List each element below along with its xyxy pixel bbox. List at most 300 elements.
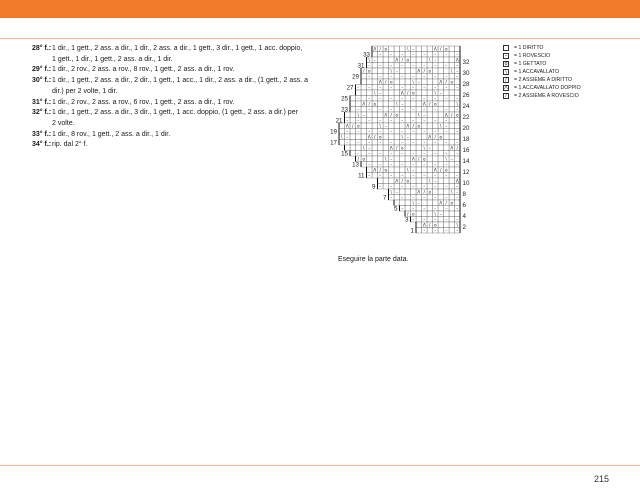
chart-cell: [405, 173, 411, 179]
legend-label: = 1 GETTATO: [514, 61, 547, 67]
chart-cell: [372, 129, 378, 135]
odd-row-number: 15: [341, 150, 348, 158]
chart-cell: [427, 156, 433, 162]
chart-symbol: /: [379, 167, 381, 173]
odd-row-number: 25: [341, 95, 348, 103]
chart-symbol: –: [390, 172, 393, 178]
chart-symbol: –: [401, 73, 404, 79]
legend-item: [503, 44, 581, 52]
chart-symbol: –: [368, 128, 371, 134]
chart-cell: [372, 123, 378, 129]
circle-square-icon: o: [504, 61, 508, 67]
chart-symbol: /: [440, 46, 442, 52]
chart-symbol: –: [357, 84, 360, 90]
chart-symbol: Λ: [362, 101, 366, 107]
even-row-number: 10: [462, 180, 470, 187]
orange-header-bar: [0, 0, 640, 18]
chart-symbol: –: [412, 62, 415, 68]
chart-symbol: –: [346, 128, 349, 134]
even-row-number: 14: [462, 158, 470, 165]
chart-symbol: –: [456, 117, 459, 123]
chart-symbol: \: [434, 211, 436, 217]
chart-cell: [438, 63, 444, 69]
chart-symbol: –: [456, 128, 459, 134]
chart-symbol: –: [395, 189, 398, 195]
even-row-number: 12: [462, 169, 470, 176]
chart-symbol: –: [439, 90, 442, 96]
chart-cell: [438, 189, 444, 195]
chart-cell: [427, 79, 433, 85]
chart-cell: [394, 46, 400, 52]
chart-symbol: \: [401, 134, 403, 140]
chart-cell: [372, 85, 378, 91]
chart-cell: [416, 206, 422, 212]
chart-symbol: Λ: [395, 57, 399, 63]
chart-cell: [405, 151, 411, 157]
chart-cell: [383, 90, 389, 96]
chart-symbol: –: [456, 150, 459, 156]
slash-square-icon: /: [503, 77, 509, 83]
chart-symbol: –: [450, 156, 453, 162]
chart-cell: [405, 118, 411, 124]
chart-symbol: –: [456, 205, 459, 211]
chart-symbol: –: [456, 95, 459, 101]
chart-cell: [416, 118, 422, 124]
chart-cell: [438, 74, 444, 80]
chart-symbol: –: [412, 183, 415, 189]
chart-symbol: –: [456, 172, 459, 178]
chart-symbol: –: [445, 205, 448, 211]
chart-cell: [449, 52, 455, 58]
chart-symbol: /: [390, 112, 392, 118]
chart-cell: [372, 68, 378, 74]
chart-symbol: Λ: [422, 101, 426, 107]
chart-cell: [438, 118, 444, 124]
chart-symbol: \: [363, 145, 365, 151]
odd-row-number: 3: [405, 216, 409, 224]
odd-row-number: 17: [330, 139, 337, 147]
chart-symbol: \: [407, 167, 409, 173]
chart-symbol: –: [368, 172, 371, 178]
chart-cell: [350, 129, 356, 135]
chart-symbol: –: [456, 161, 459, 167]
chart-symbol: –: [423, 216, 426, 222]
row-text: 1 dir., 1 gett., 2 ass. a dir., 1 dir., 2 ass. a dir., 1 gett., 3 dir., 1 gett., 1 acc. doppio,: [52, 45, 303, 52]
chart-symbol: –: [390, 150, 393, 156]
chart-symbol: –: [401, 51, 404, 57]
chart-symbol: –: [434, 62, 437, 68]
chart-cell: [438, 156, 444, 162]
chart-symbol: –: [456, 194, 459, 200]
chart-cell: [361, 107, 367, 113]
chart-cell: [383, 101, 389, 107]
chart-symbol: Λ: [439, 200, 443, 206]
chart-cell: [350, 101, 356, 107]
chart-cell: [405, 189, 411, 195]
chart-symbol: \: [445, 156, 447, 162]
chart-symbol: /: [456, 145, 458, 151]
chart-symbol: o: [428, 189, 432, 195]
chart-cell: [449, 85, 455, 91]
chart-cell: [416, 107, 422, 113]
chart-symbol: –: [456, 84, 459, 90]
chart-cell: [405, 140, 411, 146]
chart-symbol: –: [390, 62, 393, 68]
chart-cell: [405, 112, 411, 118]
chart-symbol: –: [456, 73, 459, 79]
chart-cell: [427, 74, 433, 80]
chart-cell: [427, 162, 433, 168]
chart-cell: [427, 46, 433, 52]
chart-symbol: –: [423, 95, 426, 101]
chart-cell: [383, 140, 389, 146]
chart-symbol: Λ: [433, 46, 437, 52]
chart-symbol: –: [390, 139, 393, 145]
chart-cell: [339, 140, 345, 146]
chart-cell: [449, 57, 455, 63]
chart-symbol: –: [423, 112, 426, 118]
chart-cell: [372, 63, 378, 69]
row-text: 1 dir., 8 rov., 1 gett., 2 ass. a dir., 1 dir.: [52, 130, 171, 138]
chart-cell: [405, 206, 411, 212]
chart-cell: [383, 134, 389, 140]
chart-symbol: Λ: [450, 145, 454, 151]
chart-symbol: –: [434, 95, 437, 101]
top-divider: [0, 38, 640, 39]
chart-symbol: –: [368, 161, 371, 167]
chart-symbol: –: [357, 95, 360, 101]
row-text: 1 dir., 1 gett., 2 ass. a dir., 3 dir., 1 gett., 1 acc. doppio, (1 gett., 2 ass. a dir.) per: [52, 109, 298, 117]
chart-symbol: Λ: [400, 90, 404, 96]
chart-cell: [427, 167, 433, 173]
chart-symbol: –: [445, 183, 448, 189]
chart-symbol: –: [423, 205, 426, 211]
chart-symbol: –: [423, 117, 426, 123]
chart-symbol: –: [412, 139, 415, 145]
chart-symbol: –: [456, 139, 459, 145]
chart-cell: [350, 151, 356, 157]
chart-symbol: /: [429, 222, 431, 228]
chart-cell: [394, 184, 400, 190]
chart-cell: [394, 162, 400, 168]
chart-symbol: –: [384, 123, 387, 129]
chart-cell: [449, 123, 455, 129]
chart-symbol: o: [384, 167, 388, 173]
chart-symbol: /: [352, 123, 354, 129]
chart-cell: [405, 85, 411, 91]
chart-cell: [383, 162, 389, 168]
chart-symbol: –: [412, 161, 415, 167]
chart-symbol: /: [379, 46, 381, 52]
chart-symbol: /: [412, 123, 414, 129]
chart-symbol: Λ: [433, 167, 437, 173]
chart-cell: [449, 162, 455, 168]
chart-symbol: –: [445, 128, 448, 134]
chart-cell: [416, 145, 422, 151]
even-row-number: 8: [462, 191, 466, 198]
chart-cell: [405, 107, 411, 113]
instruction-row: [32, 65, 310, 76]
chart-symbol: /: [396, 145, 398, 151]
chart-symbol: –: [390, 183, 393, 189]
chart-symbol: o: [428, 68, 432, 74]
chart-symbol: –: [390, 106, 393, 112]
chart-cell: [438, 57, 444, 63]
chart-symbol: –: [417, 200, 420, 206]
chart-symbol: \: [412, 200, 414, 206]
chart-cell: [438, 129, 444, 135]
chart-symbol: Λ: [455, 178, 459, 184]
even-row-number: 18: [462, 136, 470, 143]
instruction-row: [32, 130, 310, 141]
chart-cell: [405, 156, 411, 162]
chart-symbol: –: [379, 128, 382, 134]
chart-symbol: o: [433, 222, 437, 228]
chart-symbol: –: [434, 117, 437, 123]
chart-symbol: –: [439, 211, 442, 217]
chart-symbol: –: [379, 139, 382, 145]
chart-cell: [383, 74, 389, 80]
chart-cell: [438, 85, 444, 91]
chart-symbol: o: [378, 134, 382, 140]
chart-symbol: –: [368, 150, 371, 156]
chart-cell: [438, 107, 444, 113]
chart-symbol: o: [450, 200, 454, 206]
chart-symbol: –: [434, 84, 437, 90]
chart-cell: [416, 57, 422, 63]
chart-symbol: –: [368, 145, 371, 151]
chart-symbol: –: [434, 216, 437, 222]
chart-cell: [449, 178, 455, 184]
chart-symbol: –: [412, 73, 415, 79]
chart-cell: [438, 52, 444, 58]
chart-symbol: –: [412, 194, 415, 200]
chart-cell: [405, 101, 411, 107]
chart-cell: [350, 112, 356, 118]
chart-symbol: –: [390, 51, 393, 57]
chart-symbol: –: [346, 117, 349, 123]
chart-symbol: –: [445, 139, 448, 145]
chart-cell: [361, 90, 367, 96]
chart-symbol: –: [445, 73, 448, 79]
chart-cell: [427, 200, 433, 206]
chart-symbol: –: [412, 117, 415, 123]
chart-symbol: –: [406, 134, 409, 140]
legend-item: [503, 68, 581, 76]
chart-symbol: Λ: [367, 134, 371, 140]
chart-symbol: –: [434, 178, 437, 184]
chart-symbol: –: [445, 150, 448, 156]
chart-cell: [449, 217, 455, 223]
chart-symbol: \: [407, 46, 409, 52]
chart-symbol: o: [389, 79, 393, 85]
instruction-row: [32, 140, 310, 151]
chart-symbol: \: [429, 178, 431, 184]
chart-symbol: –: [390, 194, 393, 200]
chart-symbol: –: [401, 183, 404, 189]
chart-cell: [361, 123, 367, 129]
chart-symbol: –: [423, 161, 426, 167]
chart-cell: [372, 52, 378, 58]
chart-cell: [372, 74, 378, 80]
chart-cell: [405, 195, 411, 201]
chart-symbol: –: [368, 117, 371, 123]
chart-cell: [372, 173, 378, 179]
chart-symbol: –: [412, 128, 415, 134]
chart-cell: [449, 118, 455, 124]
chart-symbol: –: [456, 189, 459, 195]
odd-row-number: 23: [341, 106, 348, 114]
chart-symbol: o: [362, 156, 366, 162]
instruction-row: [32, 108, 310, 129]
chart-cell: [416, 151, 422, 157]
row-text-cont: 2 volte.: [52, 119, 75, 127]
chart-symbol: \: [429, 57, 431, 63]
chart-cell: [372, 112, 378, 118]
chart-symbol: –: [412, 172, 415, 178]
chart-symbol: –: [412, 95, 415, 101]
chart-symbol: \: [434, 90, 436, 96]
chart-symbol: –: [401, 128, 404, 134]
chart-symbol: –: [456, 216, 459, 222]
legend-label: = 1 ROVESCIO: [514, 53, 551, 59]
chart-symbol: Λ: [395, 178, 399, 184]
chart-cell: [416, 129, 422, 135]
chart-cell: [383, 145, 389, 151]
chart-cell: [383, 52, 389, 58]
chart-symbol: o: [439, 134, 443, 140]
chart-cell: [361, 129, 367, 135]
chart-cell: [405, 145, 411, 151]
chart-symbol: \: [379, 123, 381, 129]
chart-cell: [394, 107, 400, 113]
slash-dash-square-icon: ⁄: [503, 93, 509, 99]
chart-cell: [394, 123, 400, 129]
chart-cell: [383, 57, 389, 63]
empty-square-icon: [503, 45, 509, 51]
odd-row-number: 7: [383, 194, 387, 202]
chart-symbol: –: [423, 73, 426, 79]
chart-symbol: \: [374, 90, 376, 96]
chart-cell: [361, 96, 367, 102]
chart-symbol: –: [445, 216, 448, 222]
even-row-number: 20: [462, 125, 470, 132]
chart-cell: [438, 112, 444, 118]
chart-cell: [372, 151, 378, 157]
chart-symbol: –: [401, 95, 404, 101]
chart-symbol: –: [434, 194, 437, 200]
chart-symbol: –: [390, 73, 393, 79]
chart-symbol: –: [401, 62, 404, 68]
chart-cell: [416, 52, 422, 58]
chart-cell: [383, 63, 389, 69]
even-row-number: 2: [462, 224, 466, 231]
chart-cell: [416, 74, 422, 80]
chart-cell: [427, 217, 433, 223]
chart-symbol: Λ: [384, 112, 388, 118]
chart-symbol: –: [357, 150, 360, 156]
chart-symbol: –: [434, 106, 437, 112]
chart-cell: [361, 74, 367, 80]
row-text: 1 dir., 2 rov., 2 ass. a rov., 6 rov., 1 gett., 2 ass. a dir., 1 rov.: [52, 98, 235, 106]
even-row-number: 22: [462, 114, 470, 121]
chart-cell: [449, 206, 455, 212]
chart-cell: [438, 217, 444, 223]
odd-row-number: 13: [352, 161, 359, 169]
even-row-number: 6: [462, 202, 466, 209]
chart-symbol: \: [390, 189, 392, 195]
chart-cell: [449, 195, 455, 201]
chart-symbol: o: [406, 57, 410, 63]
chart-cell: [416, 211, 422, 217]
legend-label: = 1 DIRITTO: [514, 45, 544, 51]
chart-cell: [449, 211, 455, 217]
chart-cell: [405, 63, 411, 69]
chart-symbol: /: [363, 68, 365, 74]
chart-cell: [361, 134, 367, 140]
chart-cell: [449, 228, 455, 234]
chart-symbol: /: [407, 90, 409, 96]
chart-symbol: /: [451, 112, 453, 118]
legend-item: [503, 52, 581, 60]
chart-cell: [416, 63, 422, 69]
chart-symbol: \: [357, 112, 359, 118]
chart-cell: [427, 184, 433, 190]
row-text-cont: dir.) per 2 volte, 1 dir.: [52, 87, 118, 95]
row-label: 33° f.:: [32, 130, 52, 138]
chart-symbol: \: [385, 156, 387, 162]
knitting-chart: [330, 42, 486, 235]
chart-cell: [405, 79, 411, 85]
chart-cell: [350, 145, 356, 151]
chart-cell: [449, 107, 455, 113]
chart-cell: [361, 85, 367, 91]
chart-symbol: –: [434, 205, 437, 211]
odd-row-number: 1: [410, 227, 414, 235]
chart-cell: [449, 222, 455, 228]
chart-symbol: –: [379, 73, 382, 79]
chart-symbol: Λ: [373, 46, 377, 52]
chart-symbol: –: [412, 51, 415, 57]
chart-cell: [350, 96, 356, 102]
chart-symbol: –: [379, 95, 382, 101]
chart-cell: [427, 118, 433, 124]
legend-item: [503, 76, 581, 84]
odd-row-number: 9: [372, 183, 376, 191]
chart-cell: [449, 63, 455, 69]
chart-symbol: –: [390, 95, 393, 101]
chart-cell: [394, 90, 400, 96]
even-row-number: 16: [462, 147, 470, 154]
chart-cell: [394, 134, 400, 140]
chart-cell: [449, 46, 455, 52]
chart-cell: [449, 167, 455, 173]
chart-symbol: /: [423, 68, 425, 74]
chart-symbol: /: [385, 79, 387, 85]
legend-label: = 1 ACCAVALLATO DOPPIO: [514, 85, 581, 91]
chart-cell: [372, 156, 378, 162]
chart-cell: [383, 118, 389, 124]
instruction-row: [32, 76, 310, 97]
chart-cell: [438, 206, 444, 212]
chart-symbol: /: [401, 57, 403, 63]
chart-cell: [449, 129, 455, 135]
chart-cell: [438, 178, 444, 184]
chart-symbol: \: [368, 57, 370, 63]
chart-cell: [383, 96, 389, 102]
row-text: 1 dir., 1 gett., 2 ass. a dir., 2 dir., 1 gett., 1 acc., 1 dir., 2 ass. a dir., (1 gett., 2 ass. a: [52, 77, 309, 85]
chart-symbol: \: [451, 189, 453, 195]
